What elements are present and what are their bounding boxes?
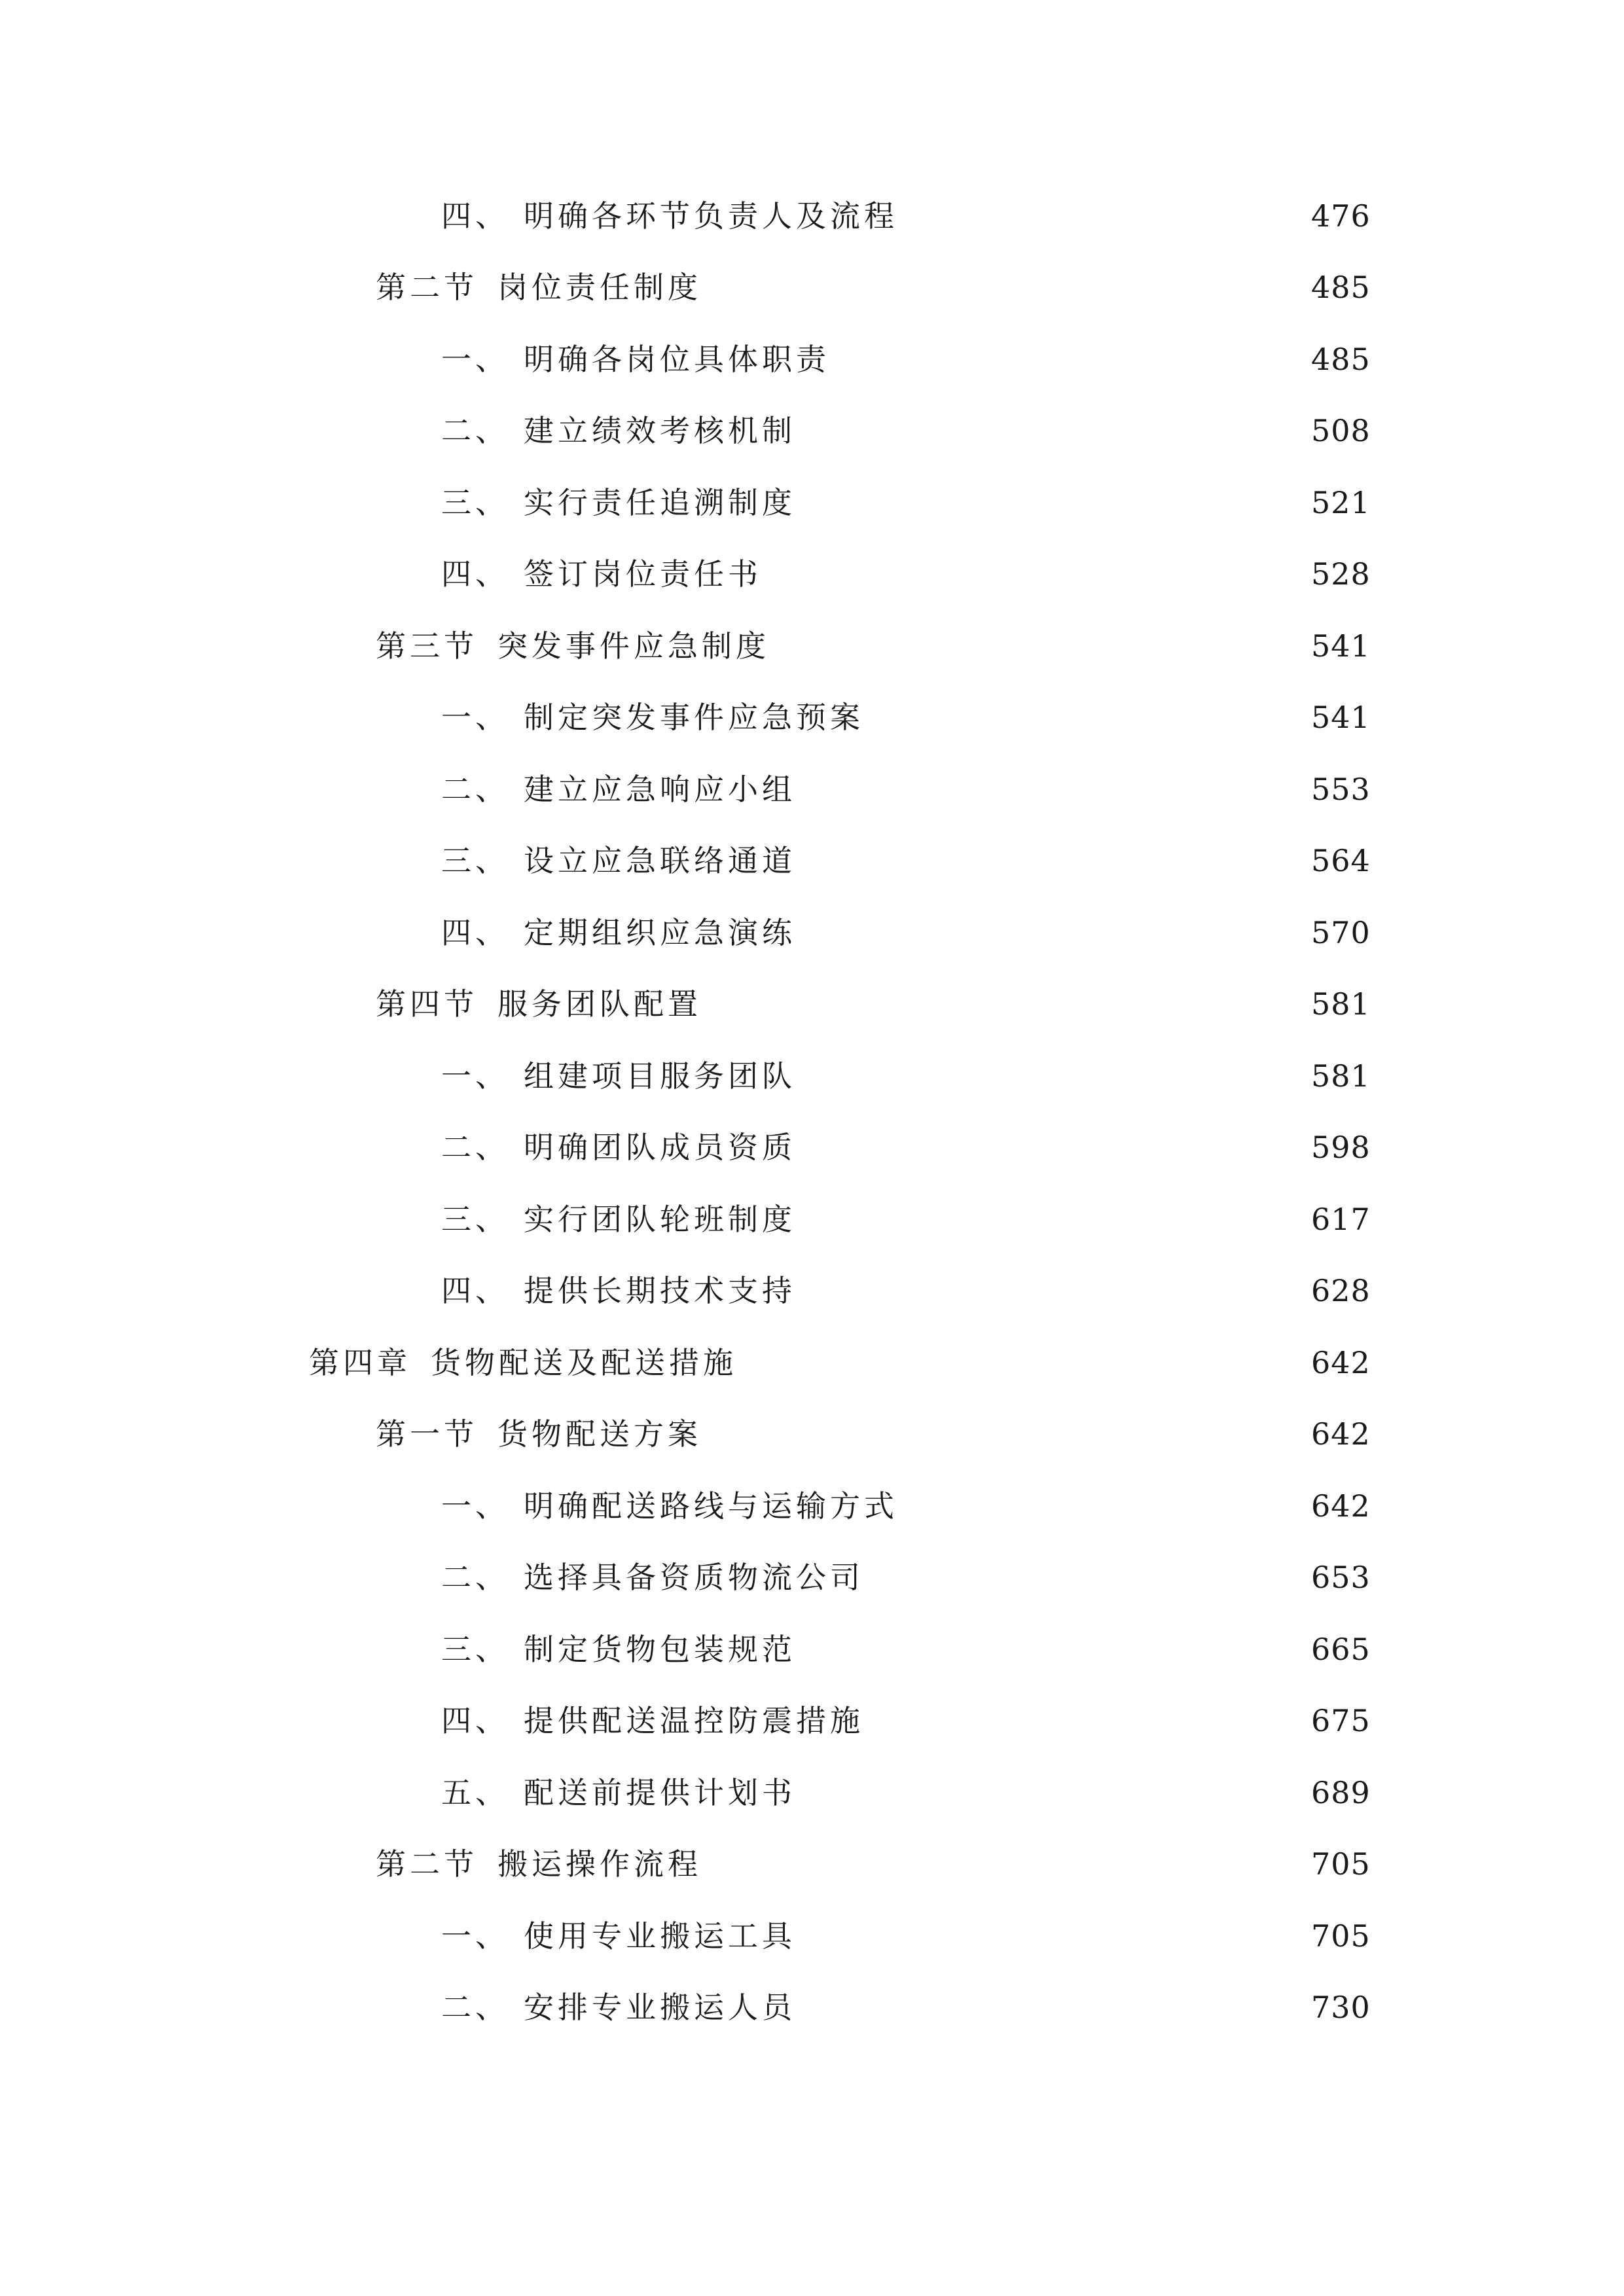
dot-leader: [711, 1419, 1297, 1449]
toc-entry-page-number: 665: [1311, 1631, 1371, 1667]
toc-entry[interactable]: [0, 1972, 1624, 2044]
toc-entry-page-number: 581: [1311, 1058, 1371, 1094]
toc-entry-label: [0, 1416, 702, 1452]
toc-entry-page-number: 521: [1311, 484, 1371, 520]
toc-entry-number: 二、: [441, 1130, 509, 1166]
toc-entry[interactable]: [0, 1040, 1624, 1112]
toc-entry[interactable]: [0, 1399, 1624, 1471]
toc-entry-label: [0, 1488, 898, 1524]
toc-entry-number: 三、: [441, 1201, 509, 1237]
toc-entry-label: [0, 1273, 796, 1309]
dot-leader: [805, 1634, 1297, 1664]
toc-entry-title: 岗位责任制度: [497, 270, 702, 306]
toc-entry[interactable]: [0, 1112, 1624, 1184]
toc-entry-number: 一、: [441, 341, 509, 377]
toc-entry-number: 三、: [441, 1631, 509, 1667]
toc-entry-page-number: 485: [1311, 341, 1371, 377]
toc-entry-number: 四、: [441, 1273, 509, 1309]
toc-entry-title: 建立应急响应小组: [524, 771, 796, 807]
toc-entry-label: [0, 413, 796, 449]
dot-leader: [805, 1921, 1297, 1951]
toc-entry-page-number: 570: [1311, 914, 1371, 950]
toc-entry[interactable]: [0, 539, 1624, 611]
toc-entry-page-number: 553: [1311, 771, 1371, 807]
toc-entry-number: 第二节: [376, 270, 478, 306]
toc-entry-label: [0, 1918, 796, 1954]
toc-entry-title: 突发事件应急制度: [497, 628, 770, 664]
toc-entry[interactable]: [0, 1255, 1624, 1327]
toc-entry-title: 货物配送及配送措施: [431, 1344, 737, 1380]
toc-entry-title: 安排专业搬运人员: [524, 1990, 796, 2026]
toc-entry[interactable]: [0, 1613, 1624, 1685]
toc-entry[interactable]: [0, 969, 1624, 1041]
toc-entry[interactable]: [0, 1470, 1624, 1542]
toc-entry[interactable]: [0, 467, 1624, 539]
toc-entry-title: 制定货物包装规范: [524, 1631, 796, 1667]
toc-entry[interactable]: [0, 610, 1624, 682]
toc-entry-label: [0, 1774, 796, 1810]
toc-entry[interactable]: [0, 753, 1624, 825]
toc-entry-label: [0, 1058, 796, 1094]
toc-entry-number: 二、: [441, 1990, 509, 2026]
toc-entry-number: 一、: [441, 1058, 509, 1094]
toc-entry-number: 第一节: [376, 1416, 478, 1452]
toc-entry-title: 建立绩效考核机制: [524, 413, 796, 449]
toc-entry-page-number: 642: [1311, 1488, 1371, 1524]
toc-entry-title: 服务团队配置: [497, 986, 702, 1022]
toc-entry-label: [0, 484, 796, 520]
toc-entry-label: [0, 1631, 796, 1667]
toc-entry-title: 提供配送温控防震措施: [524, 1703, 864, 1739]
dot-leader: [711, 989, 1297, 1019]
toc-entry-page-number: 541: [1311, 628, 1371, 664]
toc-entry-number: 二、: [441, 771, 509, 807]
toc-entry-label: [0, 1201, 796, 1237]
toc-entry[interactable]: [0, 1829, 1624, 1901]
toc-entry-number: 一、: [441, 1488, 509, 1524]
dot-leader: [711, 1849, 1297, 1879]
toc-entry-label: [0, 628, 770, 664]
toc-entry-label: [0, 1703, 864, 1739]
toc-entry-number: 第二节: [376, 1846, 478, 1882]
toc-entry-title: 明确团队成员资质: [524, 1130, 796, 1166]
toc-entry-number: 三、: [441, 843, 509, 879]
toc-entry-page-number: 730: [1311, 1990, 1371, 2026]
toc-entry-number: 四、: [441, 1703, 509, 1739]
toc-entry-title: 货物配送方案: [497, 1416, 702, 1452]
toc-entry[interactable]: [0, 1900, 1624, 1972]
toc-entry[interactable]: [0, 897, 1624, 969]
toc-entry-title: 实行责任追溯制度: [524, 484, 796, 520]
toc-entry-label: [0, 198, 898, 234]
toc-entry[interactable]: [0, 1183, 1624, 1255]
dot-leader: [746, 1348, 1297, 1378]
table-of-contents: [0, 180, 1624, 2043]
toc-entry-page-number: 705: [1311, 1846, 1371, 1882]
dot-leader: [805, 918, 1297, 948]
toc-entry-number: 一、: [441, 700, 509, 736]
dot-leader: [839, 344, 1297, 374]
dot-leader: [873, 702, 1297, 732]
toc-entry-page-number: 485: [1311, 270, 1371, 306]
toc-entry-number: 三、: [441, 484, 509, 520]
dot-leader: [805, 1276, 1297, 1306]
toc-entry[interactable]: [0, 1542, 1624, 1614]
toc-entry-label: [0, 1130, 796, 1166]
toc-entry-title: 提供长期技术支持: [524, 1273, 796, 1309]
toc-entry-page-number: 653: [1311, 1560, 1371, 1596]
toc-entry-page-number: 476: [1311, 198, 1371, 234]
toc-entry-title: 明确各岗位具体职责: [524, 341, 830, 377]
dot-leader: [873, 1562, 1297, 1592]
toc-entry-page-number: 628: [1311, 1273, 1371, 1309]
dot-leader: [805, 1778, 1297, 1808]
toc-entry[interactable]: [0, 1685, 1624, 1757]
toc-entry[interactable]: [0, 1757, 1624, 1829]
toc-entry-number: 二、: [441, 413, 509, 449]
dot-leader: [771, 559, 1297, 589]
toc-entry[interactable]: [0, 825, 1624, 897]
toc-entry-label: [0, 1990, 796, 2026]
toc-entry-label: [0, 914, 796, 950]
toc-entry-label: [0, 556, 762, 592]
toc-entry-label: [0, 270, 702, 306]
dot-leader: [907, 1491, 1297, 1521]
dot-leader: [907, 201, 1297, 231]
toc-entry-title: 选择具备资质物流公司: [524, 1560, 864, 1596]
toc-entry-label: [0, 843, 796, 879]
dot-leader: [805, 846, 1297, 876]
toc-entry-title: 定期组织应急演练: [524, 914, 796, 950]
dot-leader: [779, 631, 1297, 661]
toc-entry-title: 明确配送路线与运输方式: [524, 1488, 898, 1524]
toc-entry-page-number: 581: [1311, 986, 1371, 1022]
toc-entry[interactable]: [0, 180, 1624, 252]
dot-leader: [805, 1992, 1297, 2022]
toc-entry-title: 搬运操作流程: [497, 1846, 702, 1882]
toc-entry-number: 四、: [441, 556, 509, 592]
toc-entry-title: 组建项目服务团队: [524, 1058, 796, 1094]
dot-leader: [805, 488, 1297, 518]
dot-leader: [805, 416, 1297, 446]
toc-entry-page-number: 675: [1311, 1703, 1371, 1739]
toc-entry-page-number: 541: [1311, 700, 1371, 736]
dot-leader: [873, 1706, 1297, 1736]
toc-entry[interactable]: [0, 395, 1624, 467]
toc-entry-label: [0, 341, 830, 377]
toc-entry[interactable]: [0, 1327, 1624, 1399]
toc-entry-label: [0, 1344, 737, 1380]
toc-entry-page-number: 598: [1311, 1130, 1371, 1166]
toc-entry-page-number: 642: [1311, 1344, 1371, 1380]
dot-leader: [711, 272, 1297, 302]
toc-entry-number: 四、: [441, 914, 509, 950]
toc-entry-page-number: 689: [1311, 1774, 1371, 1810]
toc-entry-page-number: 617: [1311, 1201, 1371, 1237]
toc-entry-page-number: 564: [1311, 843, 1371, 879]
toc-entry-number: 四、: [441, 198, 509, 234]
toc-entry[interactable]: [0, 323, 1624, 395]
dot-leader: [805, 1061, 1297, 1091]
toc-entry-title: 使用专业搬运工具: [524, 1918, 796, 1954]
toc-entry-title: 配送前提供计划书: [524, 1774, 796, 1810]
toc-entry-label: [0, 986, 702, 1022]
toc-entry-number: 第四节: [376, 986, 478, 1022]
toc-entry-title: 签订岗位责任书: [524, 556, 762, 592]
dot-leader: [805, 774, 1297, 804]
toc-entry-page-number: 528: [1311, 556, 1371, 592]
toc-entry-number: 二、: [441, 1560, 509, 1596]
toc-entry-label: [0, 1560, 864, 1596]
toc-entry-page-number: 642: [1311, 1416, 1371, 1452]
toc-entry-number: 一、: [441, 1918, 509, 1954]
dot-leader: [805, 1204, 1297, 1234]
toc-entry-page-number: 508: [1311, 413, 1371, 449]
toc-entry-title: 明确各环节负责人及流程: [524, 198, 898, 234]
toc-entry-page-number: 705: [1311, 1918, 1371, 1954]
toc-entry[interactable]: [0, 682, 1624, 754]
dot-leader: [805, 1132, 1297, 1162]
toc-entry-number: 五、: [441, 1774, 509, 1810]
toc-entry-number: 第四章: [309, 1344, 411, 1380]
toc-entry-label: [0, 771, 796, 807]
toc-entry-label: [0, 1846, 702, 1882]
toc-entry-title: 制定突发事件应急预案: [524, 700, 864, 736]
toc-entry-title: 设立应急联络通道: [524, 843, 796, 879]
toc-entry[interactable]: [0, 252, 1624, 324]
toc-entry-title: 实行团队轮班制度: [524, 1201, 796, 1237]
toc-entry-number: 第三节: [376, 628, 478, 664]
toc-entry-label: [0, 700, 864, 736]
